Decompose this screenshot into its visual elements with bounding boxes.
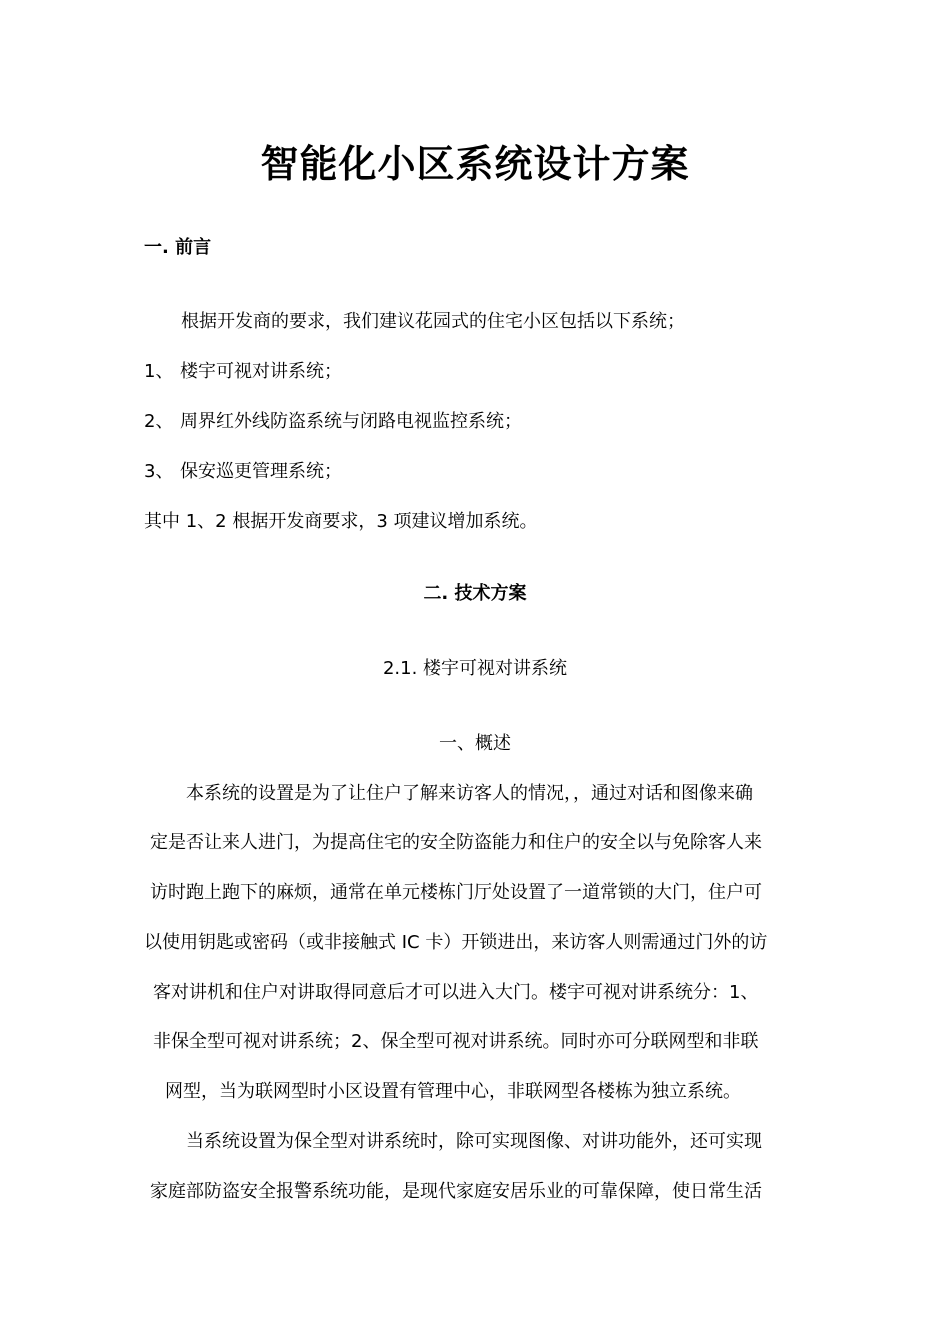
paragraph-line: 客对讲机和住户对讲取得同意后才可以进入大门。楼宇可视对讲系统分：1、 — [153, 982, 759, 1003]
list-item-text: 保安巡更管理系统； — [180, 461, 342, 482]
list-item-text: 周界红外线防盗系统与闭路电视监控系统； — [180, 411, 522, 432]
overview-heading: 一、概述 — [439, 733, 511, 754]
subsection-heading: 2.1. 楼宇可视对讲系统 — [382, 658, 568, 679]
paragraph-line: 家庭部防盗安全报警系统功能，是现代家庭安居乐业的可靠保障，使日常生活 — [150, 1181, 762, 1202]
paragraph-line: 访时跑上跑下的麻烦，通常在单元楼栋门厅处设置了一道常锁的大门，住户可 — [150, 882, 762, 903]
paragraph-line: 当系统设置为保全型对讲系统时，除可实现图像、对讲功能外，还可实现 — [186, 1131, 762, 1152]
list-item — [144, 360, 342, 384]
list-item — [144, 460, 342, 484]
list-item — [144, 410, 522, 434]
list-item-number: 3、 — [144, 461, 174, 482]
section-heading-technical: 二. 技术方案 — [423, 583, 527, 604]
paragraph-line: 本系统的设置是为了让住户了解来访客人的情况，，通过对话和图像来确 — [186, 783, 753, 804]
paragraph-line: 非保全型可视对讲系统；2、保全型可视对讲系统。同时亦可分联网型和非联 — [153, 1031, 759, 1052]
paragraph-line: 定是否让来人进门，为提高住宅的安全防盗能力和住户的安全以与免除客人来 — [150, 832, 762, 853]
paragraph-line: 网型，当为联网型时小区设置有管理中心，非联网型各楼栋为独立系统。 — [165, 1081, 741, 1102]
intro-paragraph: 根据开发商的要求，我们建议花园式的住宅小区包括以下系统； — [181, 311, 685, 332]
document-title: 智能化小区系统设计方案 — [260, 142, 690, 186]
list-item-number: 1、 — [144, 361, 174, 382]
section-heading-preface: 一. 前言 — [144, 237, 212, 258]
list-item-text: 楼宇可视对讲系统； — [180, 361, 342, 382]
list-item-number: 2、 — [144, 411, 174, 432]
paragraph-line: 以使用钥匙或密码（或非接触式 IC 卡）开锁进出，来访客人则需通过门外的访 — [144, 932, 768, 953]
summary-paragraph: 其中 1、2 根据开发商要求，3 项建议增加系统。 — [144, 511, 538, 532]
